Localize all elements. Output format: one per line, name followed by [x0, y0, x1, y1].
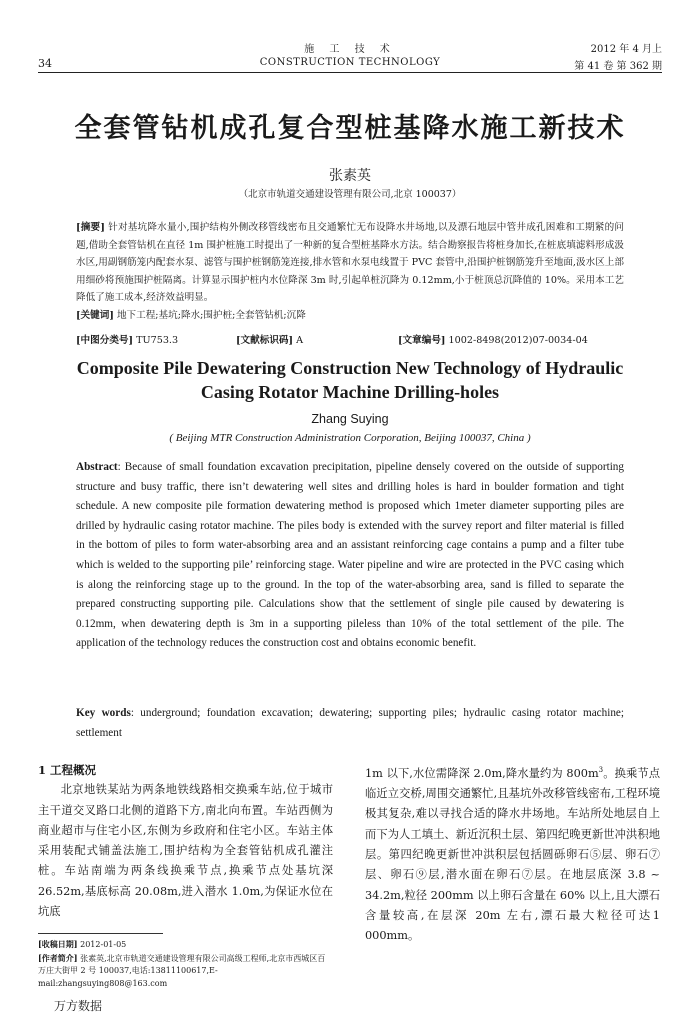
keywords-en-label: Key words [76, 707, 131, 719]
keywords-cn-paragraph [76, 307, 624, 325]
author-bio: [作者简介] 张素英,北京市轨道交通建设管理有限公司高级工程师,北京市西城区百万庄大街甲 2 号 100037,电话:13811100617,E-mail:zhangsuying808@163.com [38, 952, 326, 988]
body-text-continued-b: 。换乘节点临近立交桥,周围交通繁忙,且基坑外改移管线密布,工程环境极其复杂,难以寻找合适的降水井场地。车站所处地层自上而下为人工填土、新近沉积土层、第四纪晚更新世冲洪积地层。第四纪晚更新世冲洪积层包括圆砾卵石⑤层、卵石⑦层、卵石⑨层,潜水面在卵石⑦层。在地层底深 3.8 ~ 34.2m,粒径 200mm 以上卵石含量在 60% 以上,且大漂石含量较高,在层深 20m 左右,漂石最大粒径可达1 000mm。 [365, 766, 660, 943]
abstract-en [76, 458, 624, 654]
keywords-en [76, 704, 624, 743]
footnote [38, 938, 333, 990]
affiliation-en: ( Beijing MTR Construction Administration Corporation, Beijing 100037, China ) [169, 432, 531, 444]
abstract-cn-label: [摘要] [76, 222, 105, 233]
volume-issue: 第 41 卷 第 362 期 [574, 61, 662, 72]
keywords-cn-text: 地下工程;基坑;降水;围护桩;全套管钻机;沉降 [116, 309, 306, 321]
abstract-cn [76, 219, 624, 324]
clc-code: [中图分类号] TU753.3 [76, 335, 179, 346]
document-code: [文献标识码] A [236, 335, 304, 346]
received-date: [收稿日期] 2012-01-05 [38, 939, 127, 949]
body-text-continued: 1m 以下,水位需降深 2.0m,降水量约为 800m [365, 766, 599, 780]
author-en: Zhang Suying [311, 412, 389, 426]
body-column-left [38, 760, 333, 922]
abstract-cn-text: 针对基坑降水量小,围护结构外侧改移管线密布且交通繁忙无布设降水井场地,以及漂石地层中管井成孔困难和工期紧的问题,借助全套管钻机在直径 1m 围护桩施工时提出了一种新的复合型桩基降水方法。结合勘察报告将桩身加长,在桩底填滤料形成汲水区,用副钢筋笼内配套水泵、滤管与围护桩钢筋笼连接,排水管和水泵电线置于 PVC 套管中,沿围护桩钢筋笼升至地面,汲水区上部用细砂将预施围护桩隔离。计算显示围护桩内水位降深 3m 时,引起单桩沉降为 0.12mm,小于桩顶总沉降值的 10%。采用本工艺降低了施工成本,经济效益明显。 [76, 222, 624, 303]
journal-name-en: CONSTRUCTION TECHNOLOGY [259, 57, 441, 68]
header-rule [38, 72, 662, 73]
paper-title-en: Composite Pile Dewatering Construction New Technology of Hydraulic Casing Rotator Machine Drilling-holes [76, 358, 624, 402]
body-column-right [365, 760, 660, 946]
abstract-en-text: : Because of small foundation excavation precipitation, pipeline densely covered on the outside of supporting structure and busy traffic, there isn’t dewatering well sites and drilling holes is hard in boulder formation and tight schedule. A new composite pile formation dewatering method is proposed which 1meter diameter supporting piles are drilled by hydraulic casing rotator machine. The piles body is extended with the survey report and filter material is filled in the bottom of piles to form water-absorbing area and an assistant reinforcing cage contains a pump and a filter tube which is welded to the supporting pile’ reinforcing stage. Water pipeline and wire are protected in the PVC casing which is along the reinforcing stage up to the ground. In the top of the water-absorbing area, sand is filled to separate the prepared constructing supporting pile. Calculations show that the settlement of single pile caused by dewatering is 0.12mm, when dewatering depth is 3m in a supporting pileless than 10% of the total settlement of the pile. The application of the technology reduces the construction cost and obtains economic benefit. [76, 461, 624, 650]
classification-row [76, 332, 624, 348]
keywords-cn-label: [关键词] [76, 309, 114, 321]
article-number: [文章编号] 1002-8498(2012)07-0034-04 [398, 335, 588, 346]
issue-date: 2012 年 4 月上 [590, 44, 662, 55]
body-paragraph: 北京地铁某站为两条地铁线路相交换乘车站,位于城市主干道交叉路口北侧的道路下方,南北向布置。车站西侧为商业超市与住宅小区,东侧为乡政府和住宅小区。车站主体采用装配式铺盖法施工,围护结构为全套管钻机成孔灌注桩。车站南端为两条线换乘节点,换乘节点处基坑深 26.52m,基底标高 20.08m,进入潜水 1.0m,为保证水位在坑底 [38, 783, 333, 919]
footnote-rule [38, 933, 163, 934]
page-number: 34 [38, 57, 52, 70]
abstract-cn-paragraph [76, 219, 624, 307]
abstract-en-label: Abstract [76, 461, 118, 473]
paper-title-cn: 全套管钻机成孔复合型桩基降水施工新技术 [74, 113, 626, 144]
keywords-en-text: : underground; foundation excavation; dewatering; supporting piles; hydraulic casing rotator machine; settlement [76, 707, 624, 739]
superscript: 3 [598, 766, 604, 774]
section-heading: 1 工程概况 [38, 763, 97, 777]
watermark-text: 万方数据 [54, 999, 103, 1013]
affiliation-cn: （北京市轨道交通建设管理有限公司,北京 100037） [238, 189, 462, 200]
author-cn: 张素英 [329, 168, 371, 184]
journal-name-cn: 施 工 技 术 [304, 44, 396, 55]
